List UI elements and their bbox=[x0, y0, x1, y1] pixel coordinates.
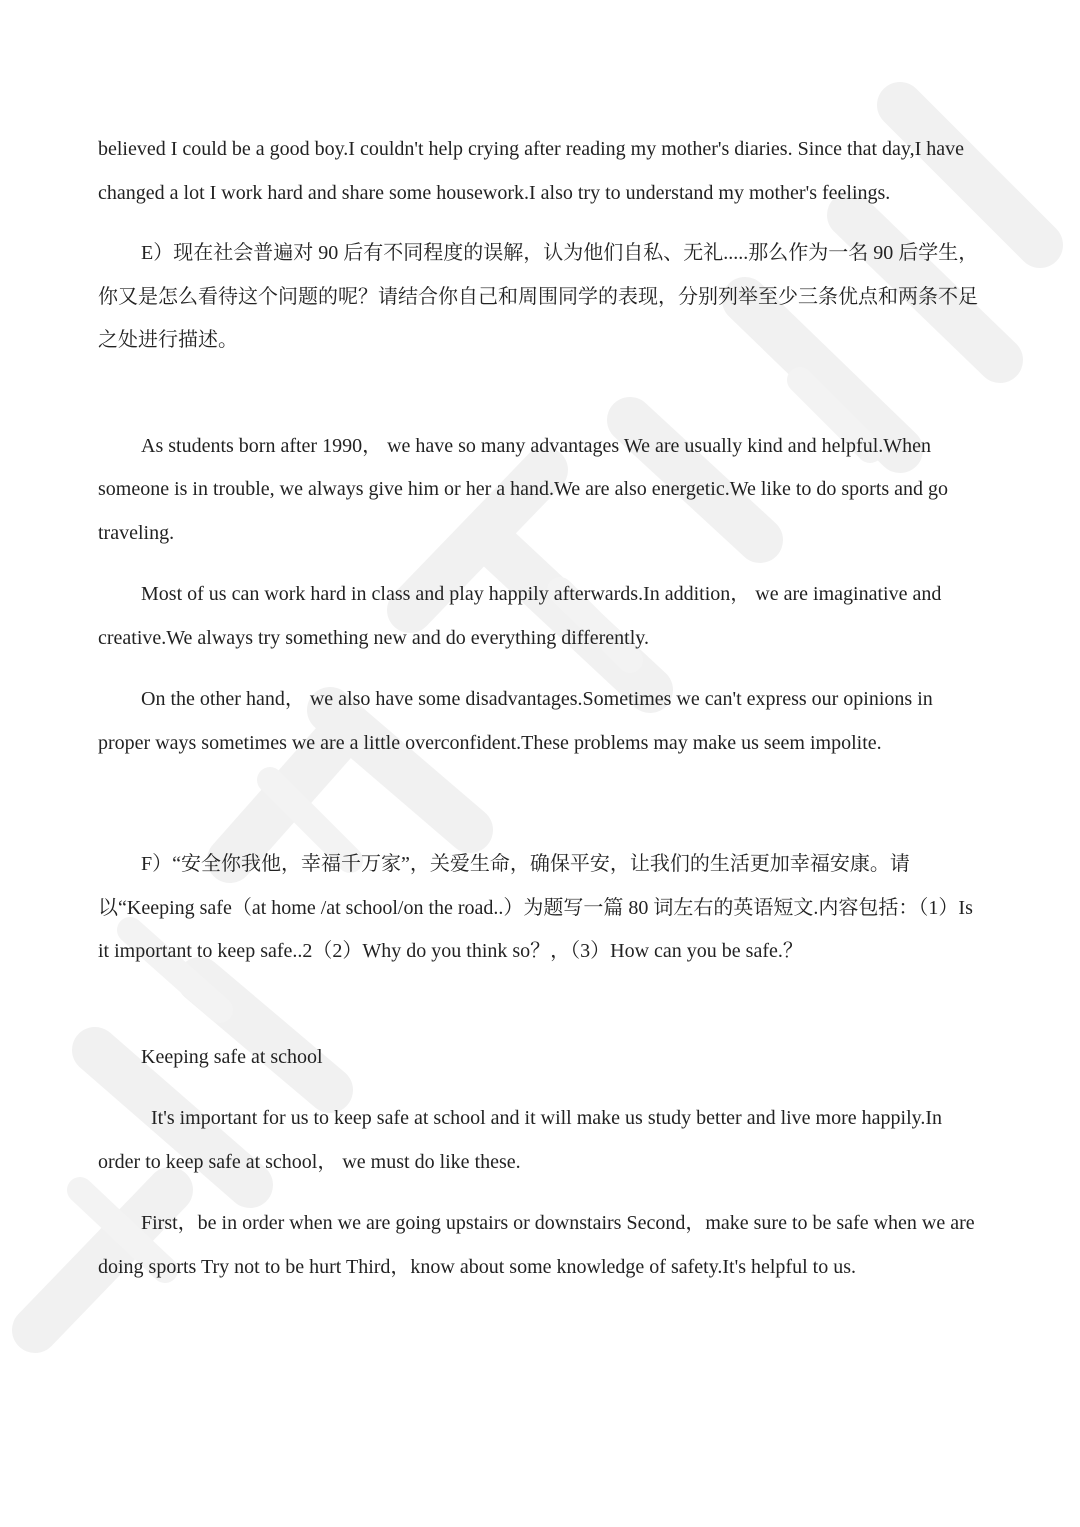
paragraph-story-ending: believed I could be a good boy.I couldn't help crying after reading my mother's diaries. Since that day,I have changed a lot I work hard and share some housework.I also try to understand my mother's feelings. bbox=[98, 138, 964, 204]
question-e: E）现在社会普遍对 90 后有不同程度的误解，认为他们自私、无礼.....那么作为一名 90 后学生，你又是怎么看待这个问题的呢？请结合你自己和周围同学的表现，分别列举至少三条优点和两条不足之处进行描述。 bbox=[98, 242, 979, 351]
spacer bbox=[98, 660, 986, 678]
essay-paragraph-2: First，be in order when we are going upstairs or downstairs Second，make sure to be safe when we are doing sports Try not to be hurt Third，know about some knowledge of safety.It's helpful to us. bbox=[98, 1212, 975, 1278]
spacer bbox=[98, 215, 986, 232]
answer-e-paragraph-2: Most of us can work hard in class and play happily afterwards.In addition， we are imaginative and creative.We always try something new and do everything differently. bbox=[98, 583, 942, 649]
spacer bbox=[98, 555, 986, 573]
document-page bbox=[98, 128, 986, 1289]
question-f: F）“安全你我他，幸福千万家”，关爱生命，确保平安，让我们的生活更加幸福安康。请以“Keeping safe（at home /at school/on the road..）为题写一篇 80 词左右的英语短文.内容包括：（1）Is it important to keep safe..2（2）Why do you think so？，（3）How can you be safe.？ bbox=[98, 853, 973, 962]
answer-e-paragraph-3: On the other hand， we also have some disadvantages.Sometimes we can't express our opinions in proper ways sometimes we are a little overconfident.These problems may make us seem impolite. bbox=[98, 688, 933, 754]
answer-e-paragraph-1: As students born after 1990， we have so many advantages We are usually kind and helpful.When someone is in trouble, we always give him or her a hand.We are also energetic.We like to do sports and go traveling. bbox=[98, 434, 949, 544]
spacer bbox=[98, 363, 986, 425]
spacer bbox=[98, 974, 986, 1036]
essay-paragraph-1: It's important for us to keep safe at school and it will make us study better and live more happily.In order to keep safe at school， we must do like these. bbox=[98, 1107, 943, 1173]
spacer bbox=[98, 1079, 986, 1097]
spacer bbox=[98, 1184, 986, 1202]
spacer bbox=[98, 765, 986, 843]
essay-title: Keeping safe at school bbox=[141, 1045, 323, 1068]
